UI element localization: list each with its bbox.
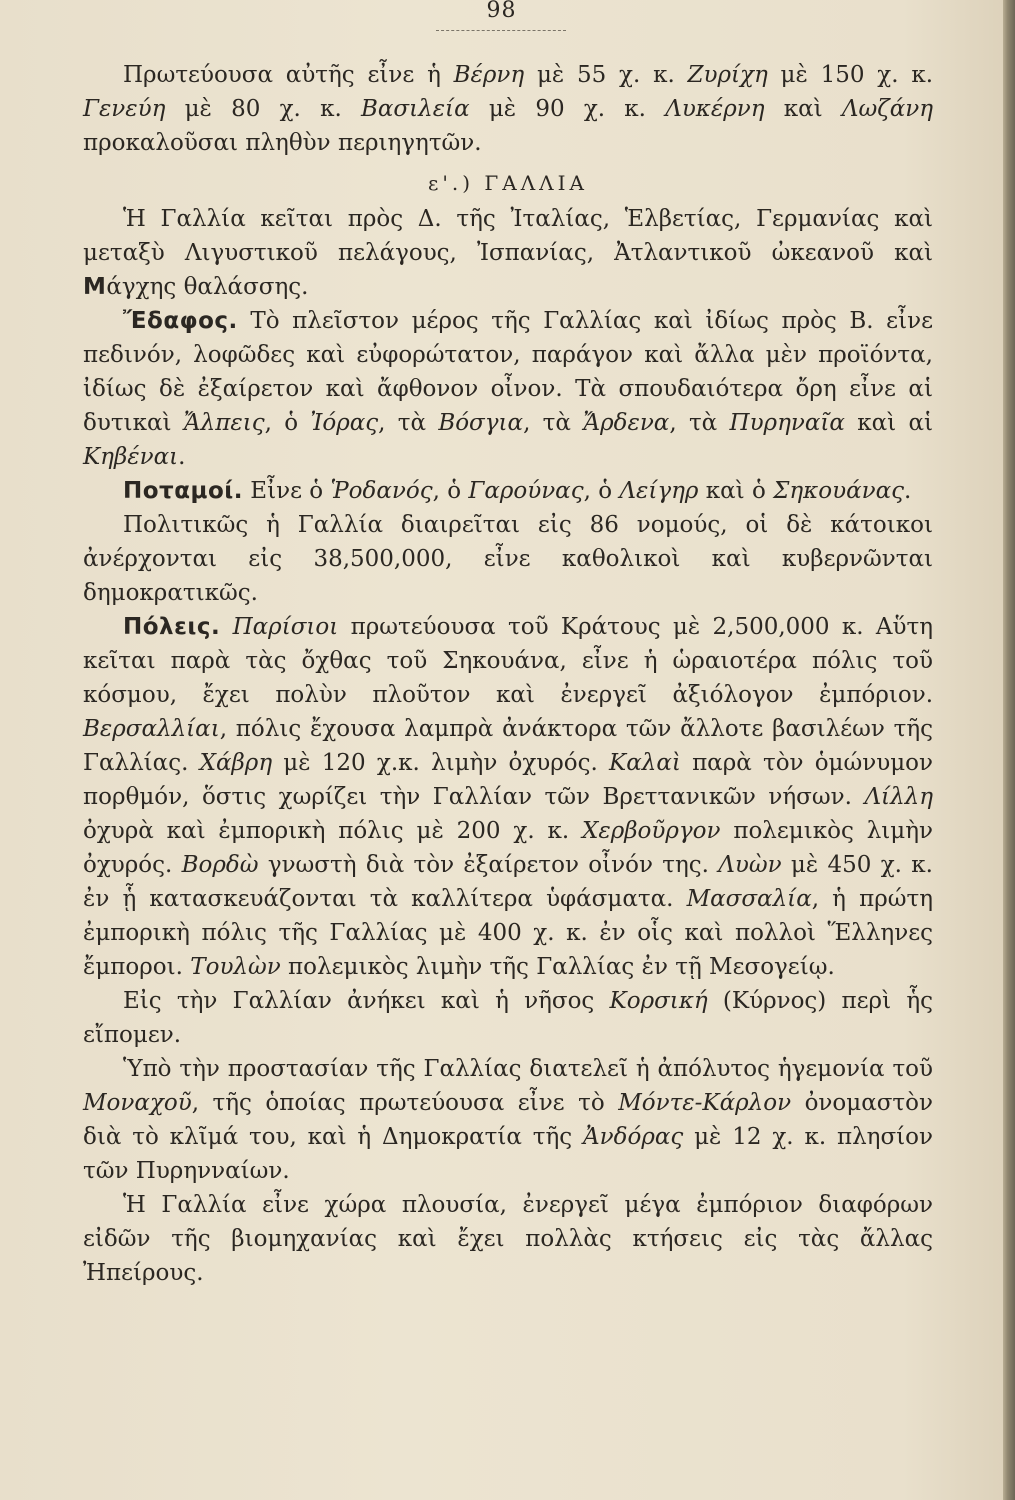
text-run: , ὁ [432, 478, 469, 504]
paragraph-economy [83, 1188, 933, 1290]
text-run: καὶ [764, 96, 842, 122]
text-run: γνωστὴ διὰ τὸν ἐξαίρετον οἶνόν της. [258, 852, 719, 878]
text-run: μὲ 450 χ. κ. ἐν ᾗ κατασκευάζονται τὰ καλλίτερα ὑφάσματα. [83, 852, 933, 912]
lead-term: Μ [83, 274, 107, 300]
place-name: Σηκουάνας [773, 478, 905, 504]
place-name: Ἀνδόρας [583, 1124, 684, 1150]
place-name: Ζυρίχη [687, 62, 768, 88]
text-run: , τὰ [669, 410, 730, 436]
place-name: Ἄλπεις [183, 410, 265, 436]
paragraph-cities [83, 610, 933, 984]
place-name: Βορδὼ [181, 852, 259, 878]
text-run: Ὑπὸ τὴν προστασίαν τῆς Γαλλίας διατελεῖ ἡ ἀπόλυτος ἡγεμονία τοῦ [123, 1056, 933, 1082]
text-run: Ἡ Γαλλία κεῖται πρὸς Δ. τῆς Ἰταλίας, Ἑλβετίας, Γερμανίας καὶ μεταξὺ Λιγυστικοῦ πελάγους, Ἰσπανίας, Ἀτλαντικοῦ ὠκεανοῦ καὶ [83, 206, 933, 266]
text-run: Πρωτεύουσα αὐτῆς εἶνε ἡ [123, 62, 454, 88]
place-name: Λυκέρνη [665, 96, 765, 122]
text-run: μὲ 150 χ. κ. [767, 62, 934, 88]
paragraph-corsica [83, 984, 933, 1052]
place-name: Βασιλεία [360, 96, 470, 122]
paragraph-protectorates [83, 1052, 933, 1188]
text-run: , ὁ [583, 478, 620, 504]
place-name: Λυὼν [718, 852, 782, 878]
text-run: μὲ 80 χ. κ. [165, 96, 361, 122]
text-run: καὶ ὁ [698, 478, 774, 504]
paragraph-politics [83, 508, 933, 610]
place-name: Ῥοδανός [330, 478, 433, 504]
lead-term: Πόλεις. [123, 614, 221, 640]
text-run: , τὰ [523, 410, 584, 436]
place-name: Μόντε-Κάρλον [618, 1090, 792, 1116]
place-name: Μοναχοῦ [83, 1090, 192, 1116]
place-name: Λωζάνη [841, 96, 934, 122]
text-run: . [178, 444, 186, 470]
text-run: . [904, 478, 912, 504]
text-run: Ἡ Γαλλία εἶνε χώρα πλουσία, ἐνεργεῖ μέγα ἐμπόριον διαφόρων εἰδῶν τῆς βιομηχανίας καὶ ἔχει πολλὰς κτήσεις εἰς τὰς ἄλλας Ἠπείρους. [83, 1192, 933, 1286]
paragraph-france-location [83, 202, 933, 304]
place-name: Ἰόρας [310, 410, 379, 436]
text-run: Εἰς τὴν Γαλλίαν ἀνήκει καὶ ἡ νῆσος [123, 988, 610, 1014]
text-run: καὶ αἱ [844, 410, 933, 436]
text-run: ὀνομαστὸν διὰ τὸ κλῖμά του, καὶ ἡ Δημοκρατία τῆς [83, 1090, 933, 1150]
place-name: Τουλὼν [190, 954, 281, 980]
text-run: ὀχυρὰ καὶ ἐμπορικὴ πόλις μὲ 200 χ. κ. [83, 818, 583, 844]
header-rule [436, 30, 566, 31]
text-run: Εἶνε ὁ [242, 478, 331, 504]
place-name: Παρίσιοι [232, 614, 339, 640]
text-run: πολεμικὸς λιμὴν τῆς Γαλλίας ἐν τῇ Μεσογείῳ. [280, 954, 835, 980]
paragraph-rivers [83, 474, 933, 508]
text-run: μὲ 55 χ. κ. [524, 62, 688, 88]
place-name: Χάβρη [199, 750, 273, 776]
place-name: Λίλλη [864, 784, 933, 810]
text-run: , τὰ [378, 410, 439, 436]
text-run: Πολιτικῶς ἡ Γαλλία διαιρεῖται εἰς 86 νομούς, οἱ δὲ κάτοικοι ἀνέρχονται εἰς 38,500,000, εἶνε καθολικοὶ καὶ κυβερνῶνται δημοκρατικῶς. [83, 512, 933, 606]
lead-term: Ἔδαφος. [123, 308, 238, 334]
text-run [220, 614, 232, 640]
text-run: , ἡ πρώτη ἐμπορικὴ πόλις τῆς Γαλλίας μὲ 400 χ. κ. ἐν οἷς καὶ πολλοὶ Ἕλληνες ἔμποροι. [83, 886, 933, 980]
text-run: (Κύρνος) περὶ ἧς εἴπομεν. [83, 988, 933, 1048]
place-name: Κορσική [609, 988, 708, 1014]
text-run: παρὰ τὸν ὁμώνυμον πορθμόν, ὅστις χωρίζει τὴν Γαλλίαν τῶν Βρεττανικῶν νήσων. [83, 750, 934, 810]
place-name: Πυρηναῖα [729, 410, 845, 436]
place-name: Ἄρδενα [583, 410, 670, 436]
section-heading-france: ε'.) ΓΑΛΛΙΑ [428, 171, 588, 195]
text-run: πολεμικὸς λιμὴν ὀχυρός. [83, 818, 934, 878]
text-run: προκαλοῦσαι πληθὺν περιηγητῶν. [83, 130, 482, 156]
paragraph-switzerland-capital [83, 58, 933, 160]
text-run: μὲ 90 χ. κ. [469, 96, 666, 122]
page-body [83, 58, 933, 1290]
place-name: Κηβέναι [83, 444, 179, 470]
place-name: Μασσαλία [686, 886, 812, 912]
place-name: Βερσαλλίαι [83, 716, 220, 742]
place-name: Βέρνη [453, 62, 525, 88]
place-name: Γαρούνας [468, 478, 584, 504]
place-name: Βόσγια [438, 410, 524, 436]
place-name: Χερβοῦργον [582, 818, 721, 844]
place-name: Γενεύη [83, 96, 166, 122]
lead-term: Ποταμοί. [123, 478, 243, 504]
place-name: Λείγηρ [619, 478, 699, 504]
text-run: μὲ 12 χ. κ. πλησίον τῶν Πυρηνναίων. [83, 1124, 934, 1184]
paragraph-terrain [83, 304, 933, 474]
page-number: 98 [486, 0, 517, 23]
place-name: Καλαὶ [609, 750, 681, 776]
text-run: άγχης θαλάσσης. [106, 274, 309, 300]
text-run: πρωτεύουσα τοῦ Κράτους μὲ 2,500,000 κ. Αὕτη κεῖται παρὰ τὰς ὄχθας τοῦ Σηκουάνα, εἶνε ἡ ὡραιοτέρα πόλις τοῦ κόσμου, ἔχει πολὺν πλοῦτον καὶ ἐνεργεῖ ἀξιόλογον ἐμπόριον. [83, 614, 933, 708]
book-edge-shadow [1003, 0, 1015, 1500]
text-run: μὲ 120 χ.κ. λιμὴν ὀχυρός. [272, 750, 610, 776]
text-run: , τῆς ὁποίας πρωτεύουσα εἶνε τὸ [191, 1090, 619, 1116]
text-run: , ὁ [264, 410, 311, 436]
text-run: , πόλις ἔχουσα λαμπρὰ ἀνάκτορα τῶν ἄλλοτε βασιλέων τῆς Γαλλίας. [83, 716, 933, 776]
text-run: Τὸ πλεῖστον μέρος τῆς Γαλλίας καὶ ἰδίως πρὸς Β. εἶνε πεδινόν, λοφῶδες καὶ εὐφορώτατον, παράγον καὶ ἄλλα μὲν προϊόντα, ἰδίως δὲ ἐξαίρετον καὶ ἄφθονον οἶνον. Τὰ σπουδαιότερα ὄρη εἶνε αἱ δυτικαὶ [83, 308, 933, 436]
